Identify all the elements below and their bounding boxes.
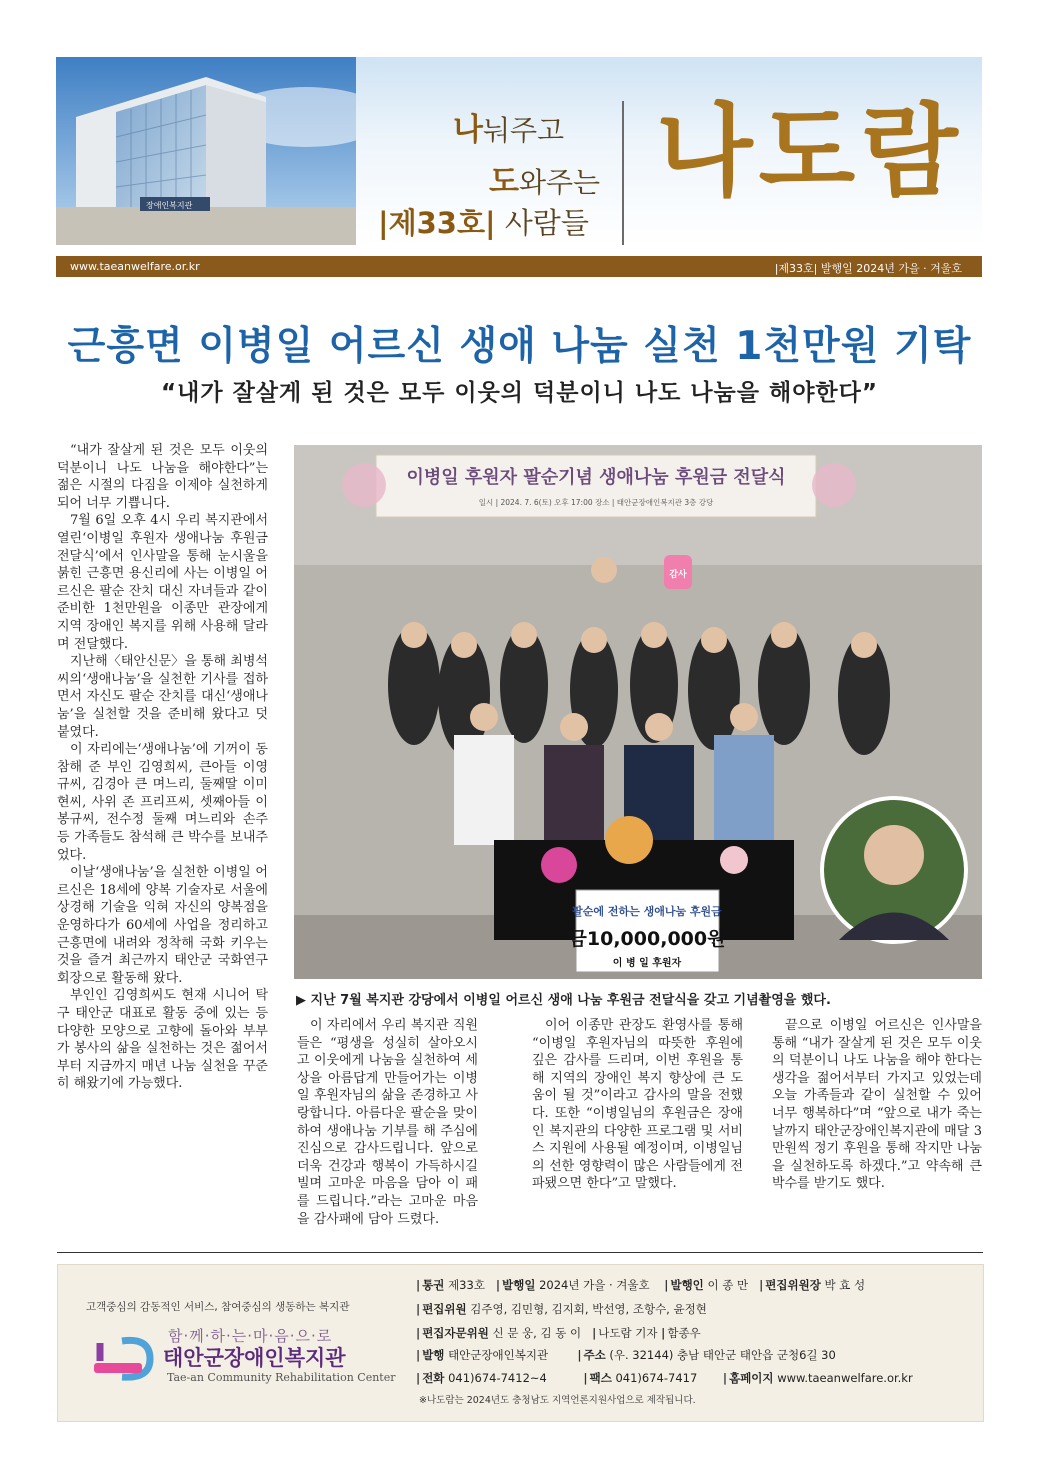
article-bottom-column-1: [297, 1017, 478, 1228]
slogan-line-1: 나눠주고: [453, 112, 565, 148]
banner-title: 이병일 후원자 팔순기념 생애나눔 후원금 전달식: [406, 467, 786, 488]
slogan-line-2: 도와주는: [489, 164, 601, 200]
headline: 근흥면 이병일 어르신 생애 나눔 실천 1천만원 기탁: [67, 324, 972, 369]
article-paragraph: 이 자리에서 우리 복지관 직원들은 “평생을 성실히 살아오시고 이웃에게 나눔을 실천하여 세상을 아름답게 만들어가는 이병일 후원자님의 삶을 존경하고 사랑합니다. 아름다운 팔순을 맞이하여 생애나눔 기부를 해 주심에 진심으로 감사드립니다. 앞으로 더욱 건강과 행복이 가득하시길 빌며 고마운 마음을 담아 이 패를 드립니다.”라는 고마운 마음을 감사패에 담아 드렸다.: [297, 1018, 478, 1227]
board-line-1: 팔순에 전하는 생애나눔 후원금: [572, 905, 722, 918]
masthead-info-bar: [56, 256, 982, 277]
footer-hangul-motto: 함·께·하·는·마·음·으·로: [168, 1327, 333, 1345]
building-photo: [56, 57, 356, 245]
footer-info-row-4: | 발행 태안군장애인복지관 | 주소 (우. 32144) 충남 태안군 태안읍 군청6길 30: [416, 1348, 836, 1362]
article-bottom-column-2: [532, 1017, 743, 1193]
issue-label: |제33호|: [378, 206, 496, 240]
content-divider: [57, 1252, 983, 1253]
slogan-line-3: |제33호| 사람들: [378, 206, 589, 240]
masthead-divider: [622, 101, 624, 245]
footer-info-row-5: | 전화 041)674-7412~4 | 팩스 041)674-7417 | 홈페이지 www.taeanwelfare.or.kr: [416, 1371, 913, 1385]
subheadline: “내가 잘살게 된 것은 모두 이웃의 덕분이니 나도 나눔을 해야한다”: [161, 380, 878, 406]
photo-caption: ▶ 지난 7월 복지관 강당에서 이병일 어르신 생애 나눔 후원금 전달식을 갖고 기념촬영을 했다.: [296, 993, 831, 1008]
article-paragraph: 7월 6일 오후 4시 우리 복지관에서 열린‘이병일 후원자 생애나눔 후원금 전달식’에서 인사말을 통해 눈시울을 붉힌 근흥면 용신리에 사는 이병일 어르신은 팔순 잔치 대신 자녀들과 같이 준비한 1천만원을 이종만 관장에게 지역 장애인 복지를 위해 사용해 달라며 전달했다.: [57, 513, 268, 652]
board-amount: 금10,000,000원: [568, 928, 726, 950]
article-paragraph: 끝으로 이병일 어르신은 인사말을 통해 “내가 잘살게 된 것은 모두 이웃의 덕분이니 나도 나눔을 해야 한다는 생각을 젊어서부터 가지고 있었는데 오늘 가족들과 같이 실천할 수 있어 너무 행복하다”며 “앞으로 내가 죽는 날까지 태안군장애인복지관에 매달 3만원씩 정기 후원을 통해 작지만 나눔을 실천하도록 하겠다.”고 약속해 큰 박수를 받기도 했다.: [772, 1018, 982, 1192]
article-paragraph: 부인인 김영희씨도 현재 시니어 탁구 태안군 대표로 활동 중에 있는 등 다양한 모양으로 고향에 돌아와 부부가 봉사의 삶을 실천하는 것은 젊어서부터 지금까지 매년 나눔 실천을 꾸준히 해왔기에 가능했다.: [57, 988, 268, 1092]
article-paragraph: 지난해〈태안신문〉을 통해 최병석씨의‘생애나눔’을 실천한 기사를 접하면서 자신도 팔순 잔치를 대신‘생애나눔’을 실천할 것을 준비해 왔다고 덧붙였다.: [57, 654, 268, 740]
article-paragraph: 이 자리에는‘생애나눔’에 기꺼이 동참해 준 부인 김영희씨, 큰아들 이영규씨, 김경아 큰 며느리, 둘째딸 이미현씨, 사위 존 프리프씨, 셋째아들 이봉규씨, 전수정 둘째 며느리와 손주 등 가족들도 참석해 큰 박수를 보내주었다.: [57, 742, 268, 863]
article-left-column: [57, 442, 268, 1093]
masthead-banner: [56, 57, 982, 245]
issue-date: |제33호| 발행일 2024년 가을 · 겨울호: [774, 262, 962, 275]
footer-info-row-2: | 편집위원 김주영, 김민형, 김지회, 박선영, 조항수, 윤정현: [416, 1302, 707, 1316]
group-photo: [294, 445, 982, 979]
article-paragraph: “내가 잘살게 된 것은 모두 이웃의 덕분이니 나도 나눔을 해야한다”는 젊은 시절의 다짐을 이제야 실천하게 되어 너무 기쁩니다.: [57, 443, 268, 511]
footer-info-row-1: | 통권 제33호 | 발행일 2024년 가을 · 겨울호 | 발행인 이 종 만 | 편집위원장 박 효 성: [416, 1278, 866, 1292]
banner-detail: 일시 | 2024. 7. 6(토) 오후 17:00 장소 | 태안군장애인복지관 3층 강당: [478, 498, 714, 507]
footer-tagline: 고객중심의 감동적인 서비스, 참여중심의 생동하는 복지관: [86, 1301, 350, 1313]
article-paragraph: 이어 이종만 관장도 환영사를 통해 “이병일 후원자님의 따뜻한 후원에 깊은 감사를 드리며, 이번 후원을 통해 지역의 장애인 복지 향상에 큰 도움이 될 것”이라고 감사의 말을 전했다. 또한 “이병일님의 후원금은 장애인 복지관의 다양한 프로그램 및 서비스 지원에 사용될 예정이며, 이병일님의 선한 영향력이 많은 사람들에게 전파됐으면 한다”고 말했다.: [532, 1018, 743, 1192]
footer-info-row-3: | 편집자문위원 신 문 웅, 김 동 이 | 나도람 기자 | 함종우: [416, 1326, 701, 1340]
building-sign-text: 장애인복지관: [146, 201, 193, 210]
thanks-sign: 감사: [669, 570, 687, 580]
footer-org-name: 태안군장애인복지관: [163, 1346, 346, 1370]
article-paragraph: 이날‘생애나눔’을 실천한 이병일 어르신은 18세에 양복 기술자로 서울에 상경해 기술을 익혀 자신의 양복점을 운영하다가 60세에 사업을 정리하고 근흥면에 내려와 정착해 국화 키우는 것을 즐겨 최근까지 태안군 국화연구회장으로 활동해 왔다.: [57, 865, 268, 986]
website-url: www.taeanwelfare.or.kr: [70, 260, 200, 273]
nadoram-logo: 나도람: [656, 92, 964, 210]
group-photo-image: [294, 445, 982, 979]
board-donor: 이 병 일 후원자: [612, 958, 682, 969]
article-bottom-column-3: [772, 1017, 982, 1193]
footer-org-name-en: Tae-an Community Rehabilitation Center: [167, 1371, 396, 1384]
org-logo-icon: [92, 1333, 162, 1383]
footer-note: ※나도람는 2024년도 충청남도 지역언론지원사업으로 제작됩니다.: [419, 1395, 696, 1406]
